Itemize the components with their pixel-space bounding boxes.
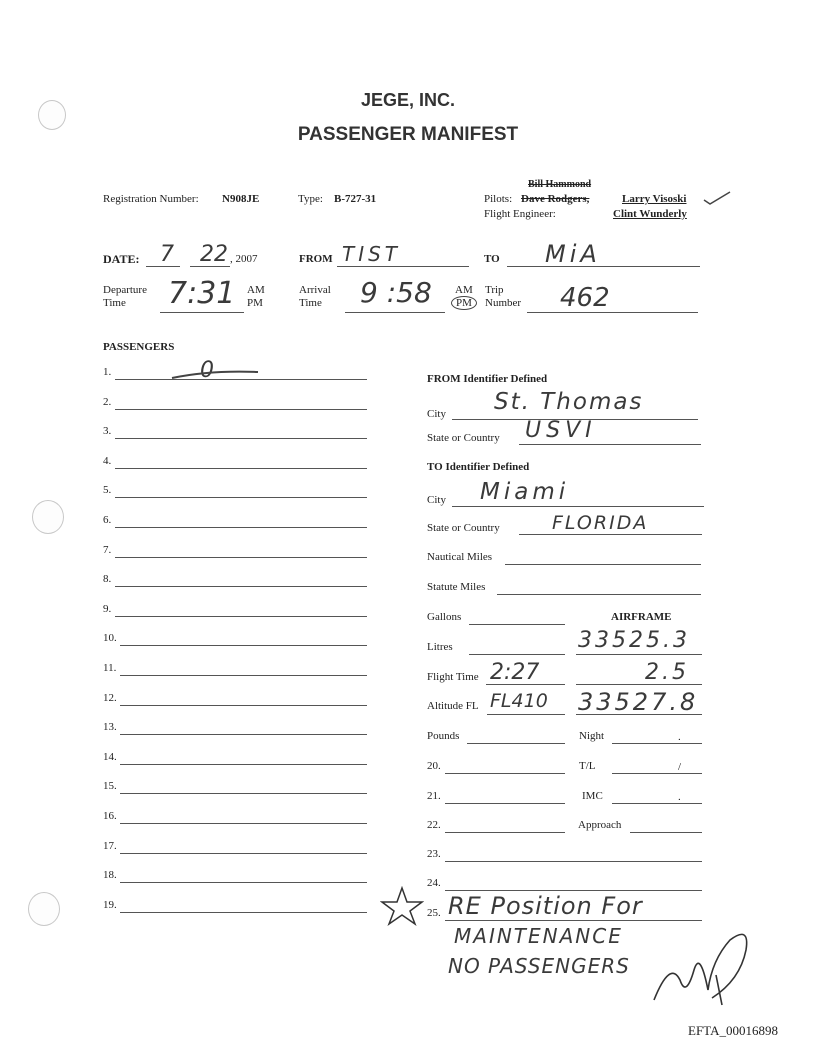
passenger-row-number: 1. <box>103 366 112 378</box>
row-25-number: 25. <box>427 907 441 919</box>
row-23-line <box>445 861 702 862</box>
night-line <box>612 743 702 744</box>
airframe-heading: AIRFRAME <box>611 611 672 623</box>
note-line-3: NO PASSENGERS <box>448 954 630 978</box>
departure-am: AM <box>247 284 265 296</box>
to-line <box>507 266 700 267</box>
passenger-row-line <box>115 616 367 617</box>
passenger-row-line <box>120 823 367 824</box>
to-label: TO <box>484 253 500 265</box>
row-24-number: 24. <box>427 877 441 889</box>
note-line-2: MAINTENANCE <box>454 924 623 948</box>
passenger-row-line <box>120 645 367 646</box>
pilot-name: Larry Visoski <box>622 193 687 205</box>
altitude-value: FL410 <box>490 690 548 712</box>
passenger-row-line <box>115 438 367 439</box>
passenger-row-line <box>120 853 367 854</box>
passenger-row-number: 18. <box>103 869 117 881</box>
company-name: JEGE, INC. <box>360 90 456 110</box>
trip-label-1: Trip <box>485 284 504 296</box>
flight-engineer-name: Clint Wunderly <box>613 208 687 220</box>
nautical-miles-line <box>505 564 701 565</box>
passenger-row-number: 3. <box>103 425 112 437</box>
flight-time-value: 2:27 <box>490 660 540 685</box>
trip-label-2: Number <box>485 297 522 309</box>
passenger-row-line <box>115 468 367 469</box>
approach-label: Approach <box>578 819 622 831</box>
passenger-row-number: 19. <box>103 899 117 911</box>
date-month: 7 <box>160 242 174 267</box>
passenger-row-line <box>120 734 367 735</box>
passenger-row-number: 9. <box>103 603 112 615</box>
document-title: PASSENGER MANIFEST <box>297 124 519 145</box>
passenger-row-line <box>115 497 367 498</box>
gallons-label: Gallons <box>427 611 462 623</box>
passenger-row-number: 12. <box>103 692 117 704</box>
airframe-2-value: 2.5 <box>645 660 689 685</box>
imc-value: . <box>678 791 681 803</box>
type-label: Type: <box>298 193 323 205</box>
date-day: 22 <box>200 242 228 267</box>
from-line <box>337 266 469 267</box>
nautical-miles-label: Nautical Miles <box>427 551 493 563</box>
pounds-label: Pounds <box>427 730 460 742</box>
pilots-label: Pilots: <box>484 193 513 205</box>
flight-time-label: Flight Time <box>427 671 479 683</box>
night-value: . <box>678 731 681 743</box>
passenger-row-line <box>120 764 367 765</box>
tl-label: T/L <box>579 760 596 772</box>
passenger-row-line <box>120 882 367 883</box>
imc-line <box>612 803 702 804</box>
pilot-struck-1: Bill Hammond <box>528 179 592 190</box>
to-identifier-heading: TO Identifier Defined <box>427 461 530 473</box>
passenger-1-strike <box>170 368 260 384</box>
flight-engineer-label: Flight Engineer: <box>484 208 556 220</box>
to-city-value: Miami <box>480 479 570 505</box>
from-city-label: City <box>427 408 446 420</box>
passenger-row-number: 11. <box>103 662 117 674</box>
row-24-line <box>445 890 702 891</box>
document-id: EFTA_00016898 <box>688 1023 778 1038</box>
passenger-row-number: 6. <box>103 514 112 526</box>
passenger-1-entry: 0 <box>200 358 214 383</box>
from-label: FROM <box>299 253 333 265</box>
passenger-row-number: 16. <box>103 810 117 822</box>
tl-line <box>612 773 702 774</box>
passenger-row-line <box>115 586 367 587</box>
airframe-1-line <box>576 654 702 655</box>
altitude-line <box>487 714 565 715</box>
passenger-row-number: 5. <box>103 484 112 496</box>
registration-label: Registration Number: <box>103 193 199 205</box>
to-state-line <box>519 534 702 535</box>
from-value: TIST <box>342 242 402 266</box>
from-state-label: State or Country <box>427 432 500 444</box>
passenger-row-number: 8. <box>103 573 112 585</box>
arrival-value: 9 :58 <box>360 276 432 309</box>
passenger-row-number: 10. <box>103 632 117 644</box>
passenger-row-number: 2. <box>103 396 112 408</box>
altitude-label: Altitude FL <box>427 700 479 712</box>
litres-line <box>469 654 565 655</box>
trip-line <box>527 312 698 313</box>
to-state-label: State or Country <box>427 522 500 534</box>
date-label: DATE: <box>103 252 140 266</box>
passenger-row-number: 13. <box>103 721 117 733</box>
row-22-line <box>445 832 565 833</box>
pilot-struck-2: Dave Rodgers, <box>521 193 590 205</box>
type-value: B-727-31 <box>334 193 377 205</box>
from-state-line <box>519 444 701 445</box>
to-city-label: City <box>427 494 446 506</box>
to-city-line <box>452 506 704 507</box>
pounds-line <box>467 743 565 744</box>
binder-hole-bottom <box>28 892 60 926</box>
checkmark-icon <box>702 190 732 206</box>
star-icon <box>380 886 424 926</box>
trip-value: 462 <box>560 283 610 313</box>
imc-label: IMC <box>582 790 603 802</box>
date-year: , 2007 <box>230 253 258 265</box>
arrival-label-1: Arrival <box>299 284 331 296</box>
registration-value: N908JE <box>222 193 260 205</box>
statute-miles-line <box>497 594 701 595</box>
passenger-row-line <box>115 557 367 558</box>
passenger-row-number: 15. <box>103 780 117 792</box>
passenger-row-line <box>120 675 367 676</box>
passenger-row-number: 4. <box>103 455 112 467</box>
passenger-row-line <box>120 705 367 706</box>
row-20-line <box>445 773 565 774</box>
from-identifier-heading: FROM Identifier Defined <box>427 373 548 385</box>
approach-line <box>630 832 702 833</box>
row-22-number: 22. <box>427 819 441 831</box>
statute-miles-label: Statute Miles <box>427 581 486 593</box>
night-label: Night <box>579 730 605 742</box>
departure-value: 7:31 <box>168 276 236 311</box>
arrival-pm-circled: PM <box>451 296 477 310</box>
row-23-number: 23. <box>427 848 441 860</box>
from-city-value: St. Thomas <box>494 389 644 415</box>
binder-hole-middle <box>32 500 64 534</box>
row-21-number: 21. <box>427 790 441 802</box>
row-20-number: 20. <box>427 760 441 772</box>
airframe-1-value: 33525.3 <box>578 628 690 653</box>
departure-line <box>160 312 244 313</box>
litres-label: Litres <box>427 641 453 653</box>
to-state-value: FLORIDA <box>552 512 649 534</box>
departure-label-1: Departure <box>103 284 147 296</box>
passenger-row-line <box>120 793 367 794</box>
passenger-row-line <box>115 409 367 410</box>
signature-initials <box>650 920 760 1010</box>
passenger-row-number: 17. <box>103 840 117 852</box>
airframe-3-value: 33527.8 <box>578 688 699 716</box>
passenger-row-number: 7. <box>103 544 112 556</box>
passengers-heading: PASSENGERS <box>103 341 175 353</box>
passenger-row-line <box>115 527 367 528</box>
to-value: MiA <box>545 240 601 268</box>
arrival-line <box>345 312 445 313</box>
arrival-am: AM <box>455 284 473 296</box>
passenger-row-number: 14. <box>103 751 117 763</box>
arrival-label-2: Time <box>299 297 322 309</box>
departure-pm: PM <box>247 297 263 309</box>
gallons-line <box>469 624 565 625</box>
from-state-value: USVI <box>525 418 597 443</box>
note-line-1: RE Position For <box>448 892 643 920</box>
passenger-row-line <box>120 912 367 913</box>
departure-label-2: Time <box>103 297 126 309</box>
tl-value: / <box>678 761 682 773</box>
row-21-line <box>445 803 565 804</box>
